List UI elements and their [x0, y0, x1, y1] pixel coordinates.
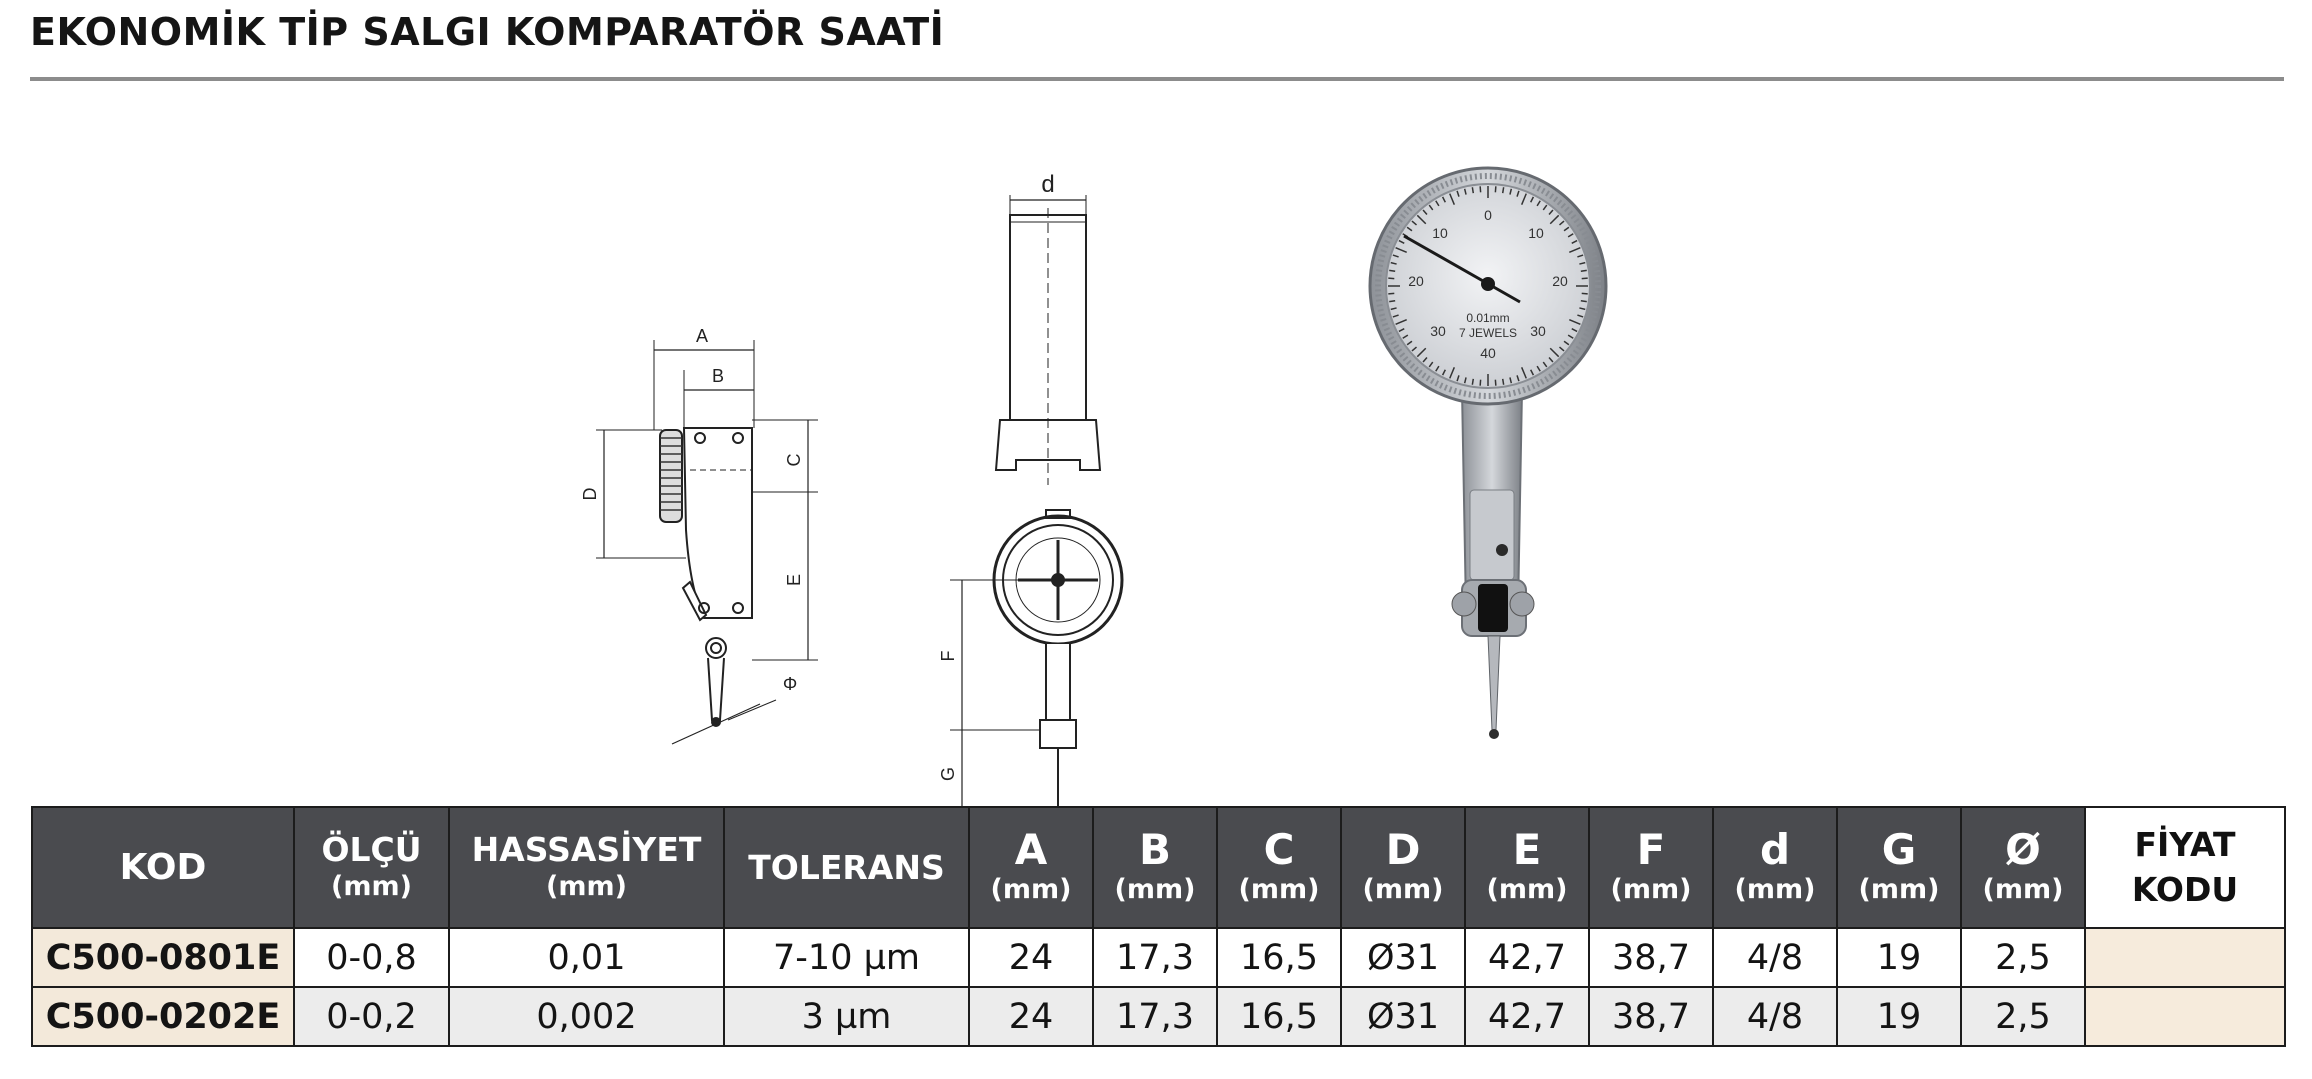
cell-d: Ø31 — [1341, 987, 1465, 1046]
dial-number: 10 — [1528, 225, 1544, 241]
dial-tick — [1389, 270, 1395, 271]
dial-number: 20 — [1408, 273, 1424, 289]
cell-tolerans: 3 µm — [724, 987, 969, 1046]
dial-number: 10 — [1432, 225, 1448, 241]
cell-f: 38,7 — [1589, 987, 1713, 1046]
cell-g: 19 — [1837, 928, 1961, 987]
col-header-g: G (mm) — [1837, 807, 1961, 928]
dim-label-a: A — [695, 326, 709, 346]
table-row — [32, 987, 2285, 1046]
cell-c: 16,5 — [1217, 987, 1341, 1046]
cell-olcu: 0-0,2 — [294, 987, 449, 1046]
product-figures — [0, 90, 2312, 782]
dial-unit-label: 0.01mm — [1466, 311, 1510, 325]
cell-small-d: 4/8 — [1713, 928, 1837, 987]
title-divider — [30, 77, 2284, 81]
dial-tick — [1389, 301, 1395, 302]
cell-c: 16,5 — [1217, 928, 1341, 987]
col-header-olcu: ÖLÇÜ (mm) — [294, 807, 449, 928]
cell-g: 19 — [1837, 987, 1961, 1046]
dim-label-b: B — [711, 366, 725, 386]
dim-label-e: E — [784, 573, 804, 587]
dial-tick — [1472, 187, 1473, 193]
dial-tick — [1503, 187, 1504, 193]
dial-tick — [1503, 379, 1504, 385]
col-header-c: C (mm) — [1217, 807, 1341, 928]
col-header-hassasiyet: HASSASİYET (mm) — [449, 807, 724, 928]
dial-tick — [1581, 301, 1587, 302]
col-header-diameter: Ø (mm) — [1961, 807, 2085, 928]
cell-a: 24 — [969, 987, 1093, 1046]
cell-b: 17,3 — [1093, 987, 1217, 1046]
col-header-small-d: d (mm) — [1713, 807, 1837, 928]
dial-tick — [1581, 270, 1587, 271]
page-title: EKONOMİK TİP SALGI KOMPARATÖR SAATİ — [30, 10, 945, 54]
cell-tolerans: 7-10 µm — [724, 928, 969, 987]
dial-tick — [1472, 379, 1473, 385]
dial-number: 0 — [1484, 207, 1492, 223]
cell-e: 42,7 — [1465, 928, 1589, 987]
dim-label-small-d: d — [1041, 171, 1055, 198]
col-header-fiyat-kodu: FİYAT KODU — [2085, 807, 2285, 928]
table-row — [32, 928, 2285, 987]
col-header-e: E (mm) — [1465, 807, 1589, 928]
cell-d: Ø31 — [1341, 928, 1465, 987]
dim-label-g: G — [938, 766, 958, 782]
dim-label-c: C — [784, 453, 804, 467]
dial-number: 30 — [1530, 323, 1546, 339]
dial-number: 40 — [1480, 345, 1496, 361]
col-header-d: D (mm) — [1341, 807, 1465, 928]
cell-kod: C500-0202E — [32, 987, 294, 1046]
cell-e: 42,7 — [1465, 987, 1589, 1046]
cell-b: 17,3 — [1093, 928, 1217, 987]
product-photo — [0, 90, 2312, 770]
dial-jewels-label: 7 JEWELS — [1458, 326, 1518, 340]
dial-number: 20 — [1552, 273, 1568, 289]
cell-hassasiyet: 0,002 — [449, 987, 724, 1046]
cell-fiyat-kodu — [2085, 987, 2285, 1046]
cell-hassasiyet: 0,01 — [449, 928, 724, 987]
dim-label-phi: Φ — [782, 674, 798, 694]
col-header-f: F (mm) — [1589, 807, 1713, 928]
col-header-kod: KOD — [32, 807, 294, 928]
cell-olcu: 0-0,8 — [294, 928, 449, 987]
dial-number: 30 — [1430, 323, 1446, 339]
table-header-row — [32, 807, 2285, 928]
cell-fiyat-kodu — [2085, 928, 2285, 987]
cell-a: 24 — [969, 928, 1093, 987]
cell-diameter: 2,5 — [1961, 987, 2085, 1046]
spec-table — [31, 806, 2286, 1047]
cell-small-d: 4/8 — [1713, 987, 1837, 1046]
cell-f: 38,7 — [1589, 928, 1713, 987]
col-header-a: A (mm) — [969, 807, 1093, 928]
col-header-tolerans: TOLERANS — [724, 807, 969, 928]
cell-diameter: 2,5 — [1961, 928, 2085, 987]
dim-label-f: F — [938, 650, 958, 662]
dim-label-d: D — [580, 487, 600, 501]
col-header-b: B (mm) — [1093, 807, 1217, 928]
cell-kod: C500-0801E — [32, 928, 294, 987]
